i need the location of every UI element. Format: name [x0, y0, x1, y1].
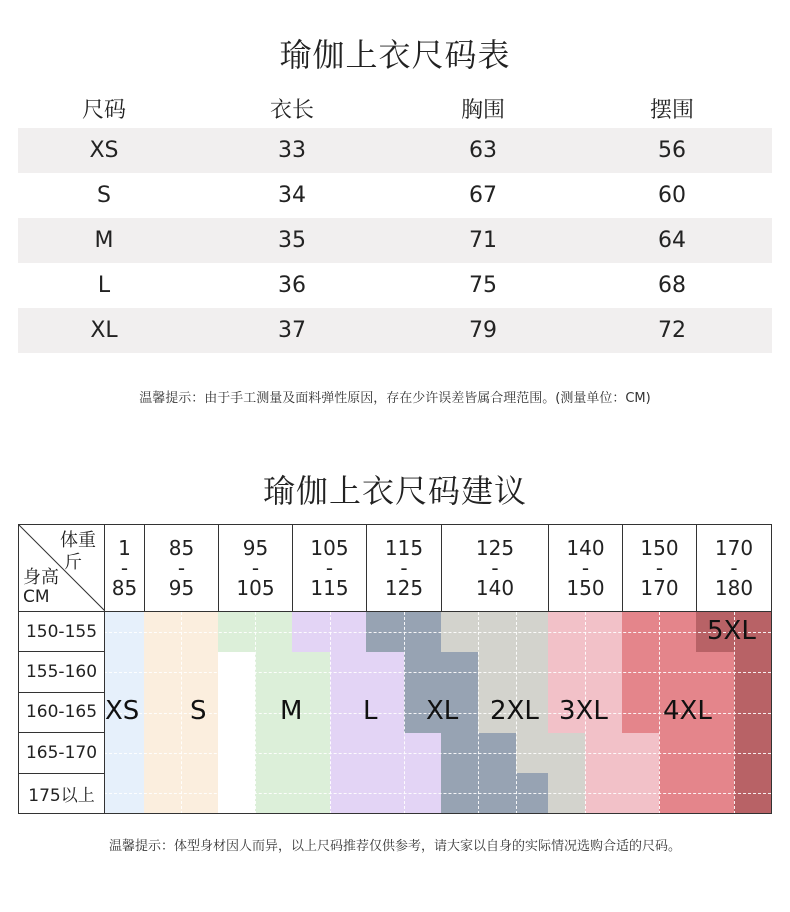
recommendation-table — [18, 524, 772, 814]
cell-length: 33 — [278, 138, 306, 163]
weight-range-header: 95 - 105 — [219, 525, 293, 612]
weight-range-header: 150 - 170 — [623, 525, 697, 612]
height-row-label: 165-170 — [19, 733, 105, 773]
size-label-xs: XS — [105, 696, 140, 726]
cell-hem: 60 — [658, 183, 686, 208]
cell-size: L — [97, 273, 111, 298]
header-size: 尺码 — [81, 97, 126, 123]
cell-length: 36 — [278, 273, 306, 298]
header-chest: 胸围 — [460, 97, 505, 123]
recommendation-title: 瑜伽上衣尺码建议 — [262, 472, 527, 510]
cell-size: M — [94, 228, 114, 253]
height-unit: CM — [23, 587, 50, 607]
weight-range-header: 170 - 180 — [697, 525, 772, 612]
cell-hem: 68 — [658, 273, 686, 298]
table-row — [18, 218, 772, 263]
table-row — [18, 173, 772, 218]
weight-unit: 斤 — [64, 552, 82, 573]
cell-length: 34 — [278, 183, 306, 208]
cell-hem: 56 — [658, 138, 686, 163]
recommendation-note: 温馨提示：体型身材因人而异，以上尺码推荐仅供参考，请大家以自身的实际情况选购合适的尺码。 — [108, 839, 681, 854]
weight-label: 体重 — [60, 530, 96, 551]
weight-range-header: 125 - 140 — [442, 525, 549, 612]
size-label-3xl: 3XL — [559, 696, 608, 726]
table-row — [18, 308, 772, 353]
cell-chest: 71 — [469, 228, 497, 253]
size-label-m: M — [280, 696, 303, 726]
height-row-label: 150-155 — [19, 611, 105, 651]
header-hem: 摆围 — [649, 97, 694, 123]
cell-hem: 64 — [658, 228, 686, 253]
weight-range-header: 105 - 115 — [293, 525, 367, 612]
cell-size: XS — [89, 138, 119, 163]
size-recommendation-grid — [18, 524, 771, 814]
cell-length: 35 — [278, 228, 306, 253]
weight-range-header: 85 - 95 — [145, 525, 219, 612]
cell-length: 37 — [278, 318, 306, 343]
table-row — [18, 263, 772, 308]
height-row-label: 175以上 — [19, 773, 105, 813]
size-label-s: S — [190, 696, 207, 726]
size-label-l: L — [363, 696, 378, 726]
cell-hem: 72 — [658, 318, 686, 343]
height-label: 身高 — [23, 567, 59, 588]
cell-chest: 67 — [469, 183, 497, 208]
size-chart-title: 瑜伽上衣尺码表 — [279, 36, 511, 74]
cell-chest: 63 — [469, 138, 497, 163]
cell-chest: 79 — [469, 318, 497, 343]
height-row-label: 160-165 — [19, 692, 105, 732]
corner-header — [19, 525, 105, 612]
size-label-2xl: 2XL — [490, 696, 539, 726]
weight-range-header: 140 - 150 — [549, 525, 623, 612]
size-chart-table — [18, 88, 772, 353]
cell-size: S — [97, 183, 111, 208]
cell-size: XL — [90, 318, 118, 343]
size-label-4xl: 4XL — [663, 696, 712, 726]
cell-chest: 75 — [469, 273, 497, 298]
table-row — [18, 128, 772, 173]
header-length: 衣长 — [269, 97, 314, 123]
size-label-xl: XL — [426, 696, 459, 726]
size-label-5xl: 5XL — [707, 616, 756, 646]
weight-range-header: 1 - 85 — [105, 525, 145, 612]
size-chart-note: 温馨提示：由于手工测量及面料弹性原因，存在少许误差皆属合理范围。(测量单位：CM) — [139, 391, 651, 406]
weight-range-header: 115 - 125 — [367, 525, 442, 612]
size-chart-header-row — [18, 88, 772, 128]
height-row-label: 155-160 — [19, 652, 105, 692]
